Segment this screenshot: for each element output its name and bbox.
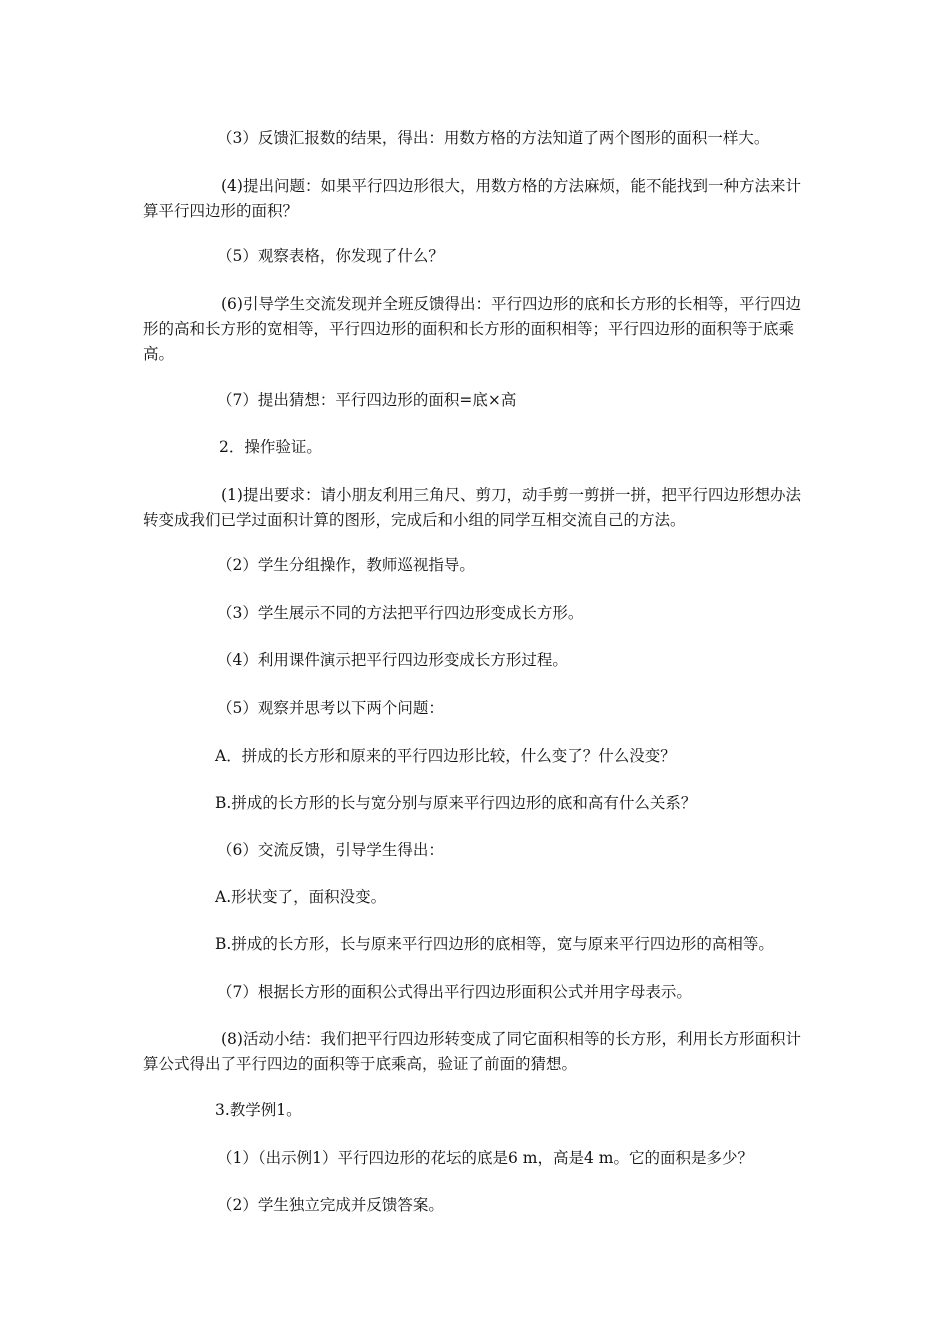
paragraph-11: （5）观察并思考以下两个问题： xyxy=(217,699,444,717)
paragraph-17: （7）根据长方形的面积公式得出平行四边形面积公式并用字母表示。 xyxy=(217,983,692,1001)
paragraph-1: （3）反馈汇报数的结果，得出：用数方格的方法知道了两个图形的面积一样大。 xyxy=(217,129,770,147)
paragraph-2: (4)提出问题：如果平行四边形很大，用数方格的方法麻烦，能不能找到一种方法来计算平行四边形的面积？ xyxy=(143,177,801,220)
paragraph-12: A．拼成的长方形和原来的平行四边形比较，什么变了？什么没变？ xyxy=(215,747,676,765)
paragraph-14: （6）交流反馈，引导学生得出： xyxy=(217,841,444,859)
paragraph-10: （4）利用课件演示把平行四边形变成长方形过程。 xyxy=(217,651,568,669)
paragraph-19: 3.教学例1。 xyxy=(215,1101,302,1119)
paragraph-7: (1)提出要求：请小朋友利用三角尺、剪刀，动手剪一剪拼一拼，把平行四边形想办法转变成我们已学过面积计算的图形，完成后和小组的同学互相交流自己的方法。 xyxy=(143,486,801,529)
paragraph-21: （2）学生独立完成并反馈答案。 xyxy=(217,1196,444,1214)
paragraph-3: （5）观察表格，你发现了什么？ xyxy=(217,247,444,265)
paragraph-5: （7）提出猜想：平行四边形的面积=底×高 xyxy=(217,391,517,409)
paragraph-8: （2）学生分组操作，教师巡视指导。 xyxy=(217,556,475,574)
paragraph-16: B.拼成的长方形，长与原来平行四边形的底相等，宽与原来平行四边形的高相等。 xyxy=(215,935,774,953)
paragraph-9: （3）学生展示不同的方法把平行四边形变成长方形。 xyxy=(217,604,584,622)
paragraph-15: A.形状变了，面积没变。 xyxy=(215,888,387,906)
paragraph-13: B.拼成的长方形的长与宽分别与原来平行四边形的底和高有什么关系？ xyxy=(215,794,697,812)
paragraph-20: （1）（出示例1）平行四边形的花坛的底是6 m，高是4 m。它的面积是多少？ xyxy=(217,1149,753,1167)
paragraph-4: (6)引导学生交流发现并全班反馈得出：平行四边形的底和长方形的长相等，平行四边形的高和长方形的宽相等，平行四边形的面积和长方形的面积相等；平行四边形的面积等于底乘高。 xyxy=(143,295,801,363)
paragraph-18: (8)活动小结：我们把平行四边形转变成了同它面积相等的长方形，利用长方形面积计算公式得出了平行四边的面积等于底乘高，验证了前面的猜想。 xyxy=(143,1030,801,1073)
paragraph-6: 2．操作验证。 xyxy=(219,438,322,456)
